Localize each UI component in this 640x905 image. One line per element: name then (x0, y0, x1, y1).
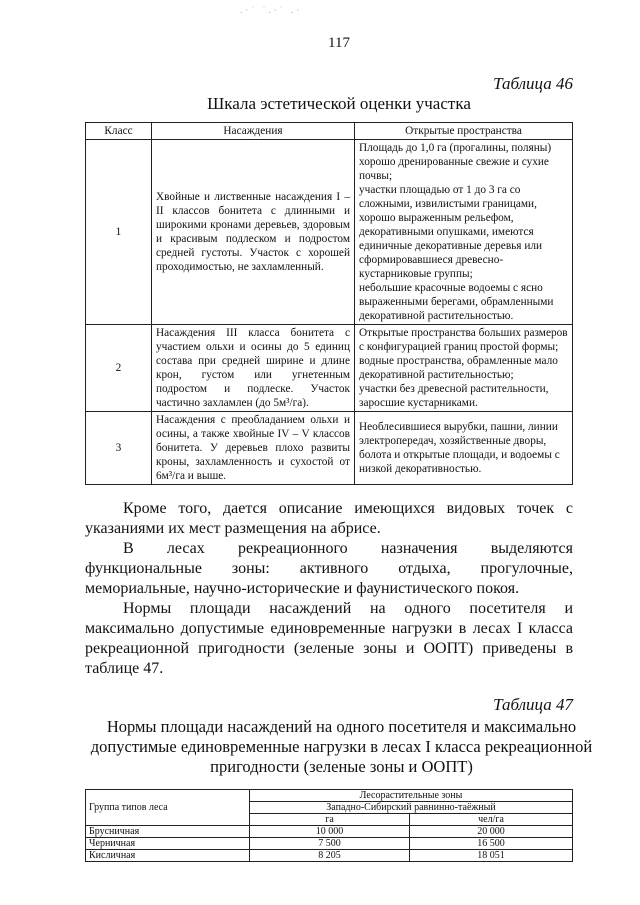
header-zone-name: Западно-Сибирский равнинно-таёжный (250, 802, 573, 814)
header-zones: Лесорастительные зоны (250, 790, 573, 802)
header-forest-group: Группа типов леса (86, 790, 250, 826)
paragraph: Кроме того, дается описание имеющихся видовых точек с указаниями их мест размещения на абрисе. (85, 500, 573, 537)
ha-cell: 8 205 (250, 850, 410, 862)
paragraph: В лесах рекреационного назначения выделяются функциональные зоны: активного отдыха, прогулочные, мемориальные, научно-исторические и фаунистического покоя. (85, 540, 573, 597)
table-row (86, 325, 573, 412)
body-text (85, 499, 573, 679)
group-cell: Черничная (86, 838, 250, 850)
scan-noise: .·˙ ˙.·˙ .· (240, 5, 303, 15)
per-ha-cell: 18 051 (410, 850, 573, 862)
page-number: 117 (328, 35, 350, 51)
class-cell: 2 (86, 325, 152, 412)
header-class: Класс (86, 123, 152, 140)
table-47-label: Таблица 47 (493, 695, 573, 714)
document-page (85, 0, 593, 882)
table-46-title: Шкала эстетической оценки участка (207, 94, 471, 113)
group-cell: Брусничная (86, 826, 250, 838)
class-cell: 3 (86, 412, 152, 485)
ha-cell: 7 500 (250, 838, 410, 850)
table-46-label: Таблица 46 (493, 74, 573, 93)
header-unit-ha: га (250, 814, 410, 826)
per-ha-cell: 16 500 (410, 838, 573, 850)
table-row (86, 850, 573, 862)
paragraph: Нормы площади насаждений на одного посетителя и максимально допустимые единовременные нагрузки в лесах I класса рекреационной пригодности (зеленые зоны и ООПТ) приведены в таблице 47. (85, 600, 573, 677)
table-header-row (86, 790, 573, 802)
group-cell: Кисличная (86, 850, 250, 862)
header-plantings: Насаждения (152, 123, 355, 140)
open-spaces-cell: Необлесившиеся вырубки, пашни, линии электропередач, хозяйственные дворы, болота и открытые площади, и водоемы с низкой декоративностью. (355, 412, 573, 485)
plantings-cell: Насаждения с преобладанием ольхи и осины, а также хвойные IV – V классов бонитета. У деревьев плохо развиты кроны, захламленность и сухостой от 6м³/га и выше. (152, 412, 355, 485)
open-spaces-cell: Открытые пространства больших размеров с конфигурацией границ простой формы; водные пространства, обрамленные мало декоративной растительностью; участки без древесной растительности, заросшие кустарниками. (355, 325, 573, 412)
plantings-cell: Хвойные и лиственные насаждения I – II классов бонитета с длинными и широкими кронами деревьев, здоровым и красивым подлеском и подростом средней густоты. Участок с хорошей проходимостью, не захламленный. (152, 140, 355, 325)
visitor-norms-table (85, 789, 573, 862)
table-header-row (86, 123, 573, 140)
ha-cell: 10 000 (250, 826, 410, 838)
table-row (86, 140, 573, 325)
table-row (86, 826, 573, 838)
table-row (86, 838, 573, 850)
open-spaces-cell: Площадь до 1,0 га (прогалины, поляны) хорошо дренированные свежие и сухие почвы; участки площадью от 1 до 3 га со сложными, извилистыми границами, хорошо выраженным рельефом, декоративными опушками, имеются единичные декоративные деревья или сформировавшиеся древесно-кустарниковые группы; небольшие красочные водоемы с ясно выраженными берегами, обрамленными декоративной растительностью. (355, 140, 573, 325)
table-row (86, 412, 573, 485)
class-cell: 1 (86, 140, 152, 325)
table-47-title: Нормы площади насаждений на одного посетителя и максимально допустимые единовременные нагрузки в лесах I класса рекреационной пригодности (зеленые зоны и ООПТ) (90, 717, 593, 776)
aesthetic-scale-table (85, 122, 573, 485)
per-ha-cell: 20 000 (410, 826, 573, 838)
plantings-cell: Насаждения III класса бонитета с участием ольхи и осины до 5 единиц состава при средней ширине и длине крон, густом или угнетенным подростом и подлеске. Участок частично захламлен (до 5м³/га). (152, 325, 355, 412)
header-open-spaces: Открытые пространства (355, 123, 573, 140)
header-unit-per-ha: чел/га (410, 814, 573, 826)
